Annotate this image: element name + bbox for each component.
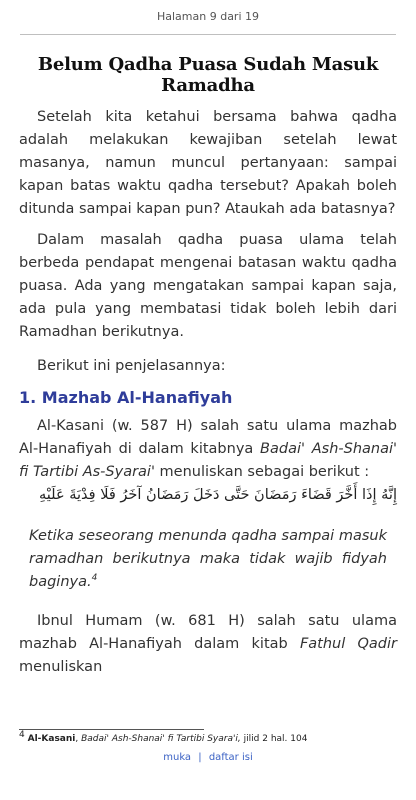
footnote-divider: [19, 729, 204, 730]
section-heading-hanafiyah: 1. Mazhab Al-Hanafiyah: [19, 388, 233, 407]
page-header: [20, 0, 396, 35]
footnote-detail: jilid 2 hal. 104: [240, 734, 308, 744]
paragraph-al-kasani: [19, 415, 397, 484]
page-title: Belum Qadha Puasa Sudah Masuk Ramadha: [37, 54, 379, 96]
quote-text: Ketika seseorang menunda qadha sampai masuk ramadhan berikutnya maka tidak wajib fidyah baginya.: [29, 528, 387, 590]
table-of-contents-link[interactable]: daftar isi: [208, 752, 253, 763]
nav-separator: |: [198, 752, 202, 763]
paragraph-text: menuliskan sebagai berikut :: [154, 464, 370, 480]
footnote: $^4$ Al-Kasani, Badai' Ash-Shanai' fi Tartibi Syara'i, jilid 2 hal. 104: [19, 730, 308, 744]
paragraph-ibnul-humam: [19, 610, 397, 679]
translation-quote: [29, 525, 387, 594]
page-number-label: Halaman 9 dari 19: [156, 10, 260, 23]
paragraph-opinions: Dalam masalah qadha puasa ulama telah berbeda pendapat mengenai batasan waktu qadha puasa. Ada yang mengatakan sampai kapan saja, ada pula yang membatasi tidak boleh lebih dari Ramadhan berikutnya.: [19, 232, 397, 340]
paragraph-lead-in: Berikut ini penjelasannya:: [37, 358, 226, 374]
footnote-author: Al-Kasani: [27, 734, 76, 744]
book-title: Fathul Qadir: [299, 636, 397, 652]
page-navigation: [0, 752, 416, 763]
footnote-number: 4: [19, 730, 25, 740]
home-link[interactable]: muka: [163, 752, 192, 763]
paragraph-text: menuliskan: [19, 659, 103, 675]
scholar-name: Al-Kasani (w. 587 H): [37, 418, 193, 434]
article-body: [19, 106, 397, 679]
paragraph-intro: Setelah kita ketahui bersama bahwa qadha adalah melakukan kewajiban setelah lewat masanya, namun muncul pertanyaan: sampai kapan batas waktu qadha tersebut? Apakah boleh ditunda sampai kapan pun? Ataukah ada batasnya?: [19, 109, 397, 217]
paragraph-text: salah satu ulama mazhab Al-Hanafiyah di dalam kitabnya: [19, 418, 398, 457]
footnote-ref[interactable]: 4: [91, 573, 98, 584]
scholar-name: Ibnul Humam (w. 681 H): [37, 613, 245, 629]
book-title: Badai' Ash-Shanai' fi Tartibi As-Syarai': [19, 441, 397, 480]
footnote-book: Badai' Ash-Shanai' fi Tartibi Syara'i,: [81, 734, 241, 744]
paragraph-text: salah satu ulama mazhab Al-Hanafiyah dalam kitab: [19, 613, 397, 652]
arabic-quote: إِنَّهُ إِذَا أَخَّرَ قَضَاءَ رَمَضَانَ حَتَّى دَخَلَ رَمَضَانُ آخَرُ فَلَا فِدْيَةَ عَلَيْهِ: [39, 487, 397, 503]
